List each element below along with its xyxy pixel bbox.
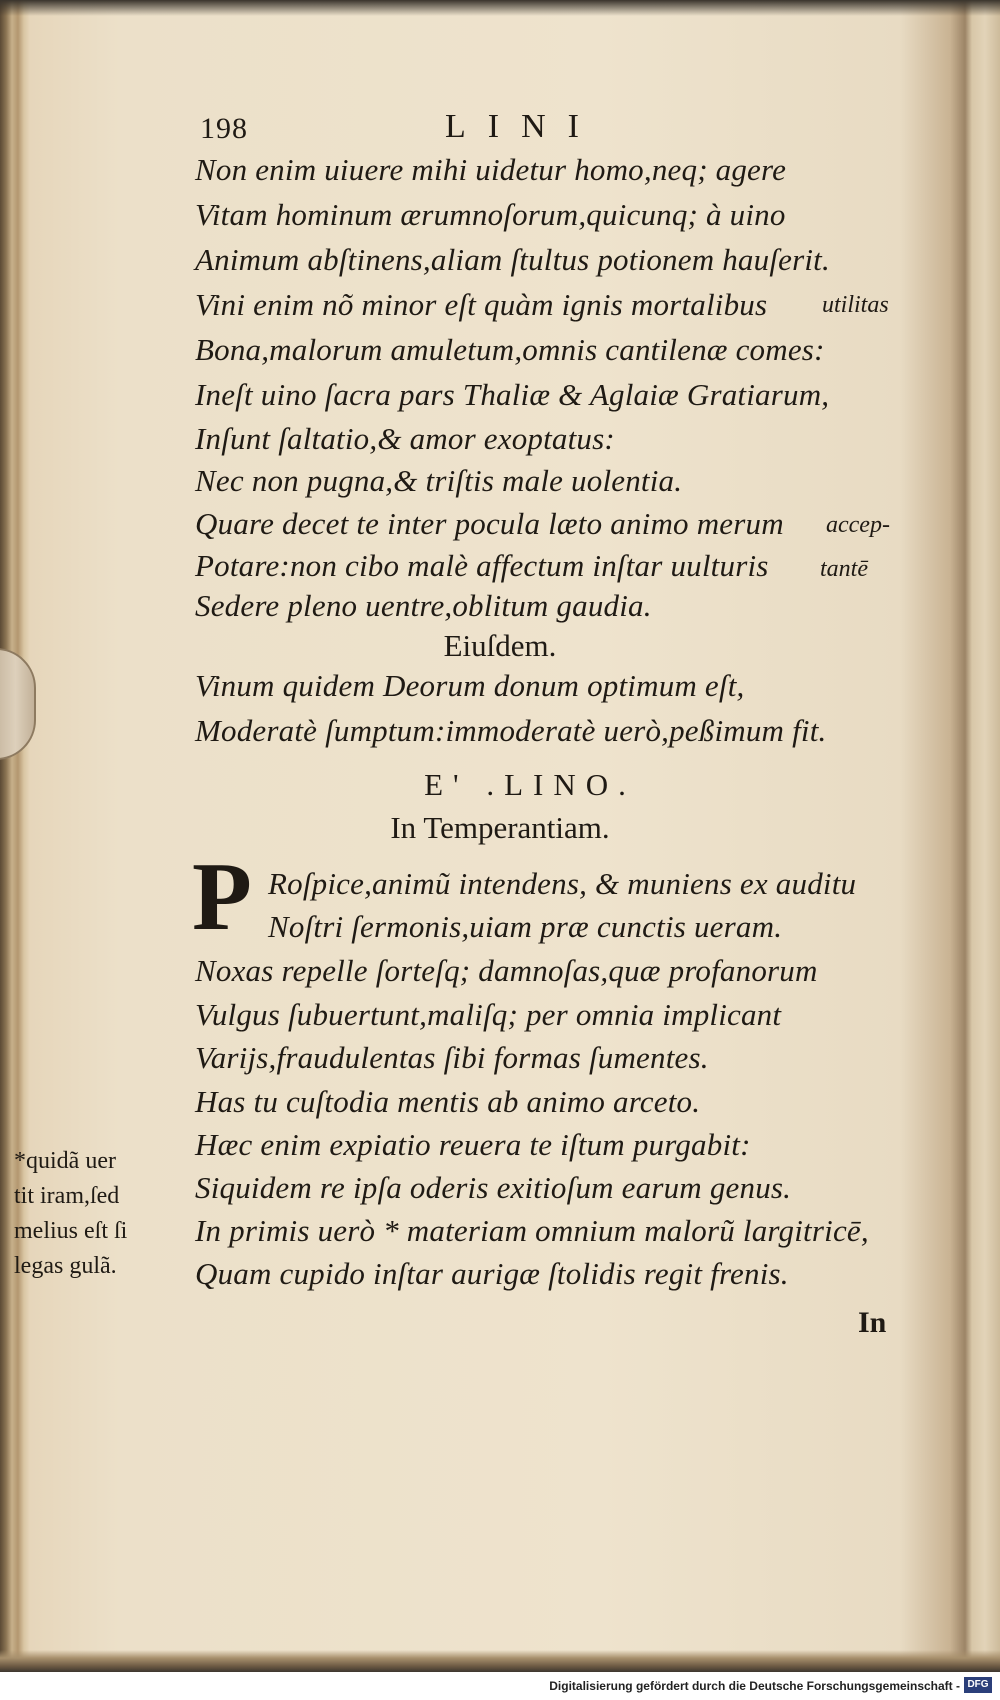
text-line: Noſtri ſermonis,uiam præ cunctis ueram. bbox=[268, 909, 783, 944]
margin-note-line: legas gulã. bbox=[14, 1253, 117, 1279]
overhang-word: tantē bbox=[820, 556, 868, 582]
text-line: Moderatè ſumptum:immoderatè uerò,peßimum fit. bbox=[195, 713, 827, 748]
text-line: In primis uerò * materiam omnium malorũ largitricē, bbox=[195, 1213, 869, 1248]
dfg-logo: DFG bbox=[964, 1677, 992, 1693]
text-line: Inſunt ſaltatio,& amor exoptatus: bbox=[195, 421, 615, 456]
section-heading: E' .LINO. bbox=[424, 767, 636, 802]
digitization-credit: Digitalisierung gefördert durch die Deutsche Forschungsgemeinschaft - bbox=[549, 1679, 960, 1693]
page-number: 198 bbox=[200, 112, 248, 145]
running-head: LINI bbox=[445, 108, 601, 145]
text-line: Bona,malorum amuletum,omnis cantilenæ comes: bbox=[195, 332, 825, 367]
text-line: Roſpice,animũ intendens, & muniens ex auditu bbox=[268, 866, 857, 901]
section-heading: Eiuſdem. bbox=[443, 628, 557, 663]
overhang-word: accep- bbox=[826, 512, 890, 538]
text-line: Has tu cuſtodia mentis ab animo arceto. bbox=[195, 1084, 701, 1119]
catchword: In bbox=[858, 1306, 887, 1339]
drop-cap: P bbox=[192, 843, 252, 951]
text-line: Vitam hominum ærumnoſorum,quicunq; à uino bbox=[195, 197, 786, 232]
text-line: Sedere pleno uentre,oblitum gaudia. bbox=[195, 588, 652, 623]
text-line: Animum abſtinens,aliam ſtultus potionem hauſerit. bbox=[195, 242, 830, 277]
text-line: Non enim uiuere mihi uidetur homo,neq; agere bbox=[195, 152, 787, 187]
section-subheading: In Temperantiam. bbox=[390, 810, 610, 845]
top-shadow bbox=[0, 0, 1000, 16]
text-line: Potare:non cibo malè affectum inſtar uulturis bbox=[195, 548, 769, 583]
text-line: Siquidem re ipſa oderis exitioſum earum genus. bbox=[195, 1170, 792, 1205]
text-line: Quam cupido inſtar aurigæ ſtolidis regit frenis. bbox=[195, 1256, 789, 1291]
text-line: Varijs,fraudulentas ſibi formas ſumentes. bbox=[195, 1040, 709, 1075]
text-line: Vulgus ſubuertunt,maliſq; per omnia implicant bbox=[195, 997, 782, 1032]
margin-note-line: melius eſt ſi bbox=[14, 1218, 128, 1244]
text-line: Hæc enim expiatio reuera te iſtum purgabit: bbox=[195, 1127, 751, 1162]
overhang-word: utilitas bbox=[822, 292, 889, 318]
text-line: Ineſt uino ſacra pars Thaliæ & Aglaiæ Gratiarum, bbox=[195, 377, 830, 412]
text-line: Vinum quidem Deorum donum optimum eſt, bbox=[195, 668, 745, 703]
text-line: Vini enim nõ minor eſt quàm ignis mortalibus bbox=[195, 287, 768, 322]
page-bottom-edge bbox=[0, 1650, 1000, 1672]
text-line: Nec non pugna,& triſtis male uolentia. bbox=[195, 463, 683, 498]
text-line: Noxas repelle ſorteſq; damnoſas,quæ profanorum bbox=[195, 953, 818, 988]
margin-note-line: tit iram,ſed bbox=[14, 1183, 120, 1209]
margin-note-line: *quidã uer bbox=[14, 1148, 116, 1174]
text-line: Quare decet te inter pocula læto animo merum bbox=[195, 506, 784, 541]
